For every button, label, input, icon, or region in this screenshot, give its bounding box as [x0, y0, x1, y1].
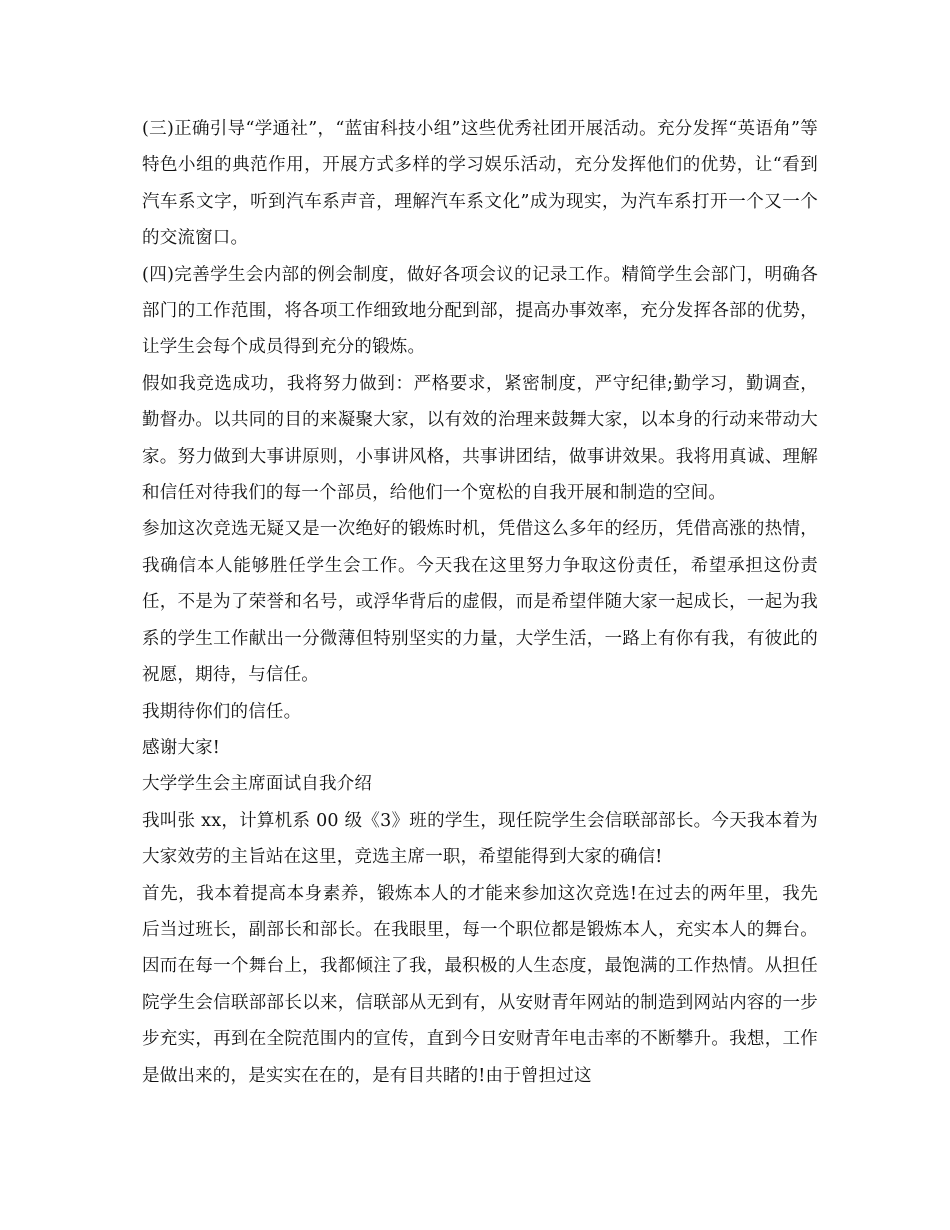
section-title: 大学学生会主席面试自我介绍 [142, 774, 373, 795]
paragraph-thanks: 感谢大家! [142, 737, 221, 758]
paragraph-if-elected: 假如我竞选成功，我将努力做到：严格要求，紧密制度，严守纪律;勤学习，勤调查，勤督办。以共同的目的来凝聚大家，以有效的治理来鼓舞大家，以本身的行动来带动大家。努力做到大事讲原则，小事讲风格，共事讲团结，做事讲效果。我将用真诚、理解和信任对待我们的每一个部员，给他们一个宽松的自我开展和制造的空间。 [142, 373, 818, 504]
paragraph-activities: (三)正确引导“学通社”，“蓝宙科技小组”这些优秀社团开展活动。充分发挥“英语角”等特色小组的典范作用，开展方式多样的学习娱乐活动，充分发挥他们的优势，让“看到汽车系文字，听到汽车系声音，理解汽车系文化”成为现实，为汽车系打开一个又一个的交流窗口。 [142, 119, 818, 249]
paragraph-experience: 首先，我本着提高本身素养，锻炼本人的才能来参加这次竞选!在过去的两年里，我先后当过班长，副部长和部长。在我眼里，每一个职位都是锻炼本人，充实本人的舞台。因而在每一个舞台上，我都倾注了我，最积极的人生态度，最饱满的工作热情。从担任院学生会信联部部长以来，信联部从无到有，从安财青年网站的制造到网站内容的一步步充实，再到在全院范围内的宣传，直到今日安财青年电击率的不断攀升。我想，工作是做出来的，是实实在在的，是有目共睹的!由于曾担过这 [142, 883, 818, 1086]
paragraph-meeting-system: (四)完善学生会内部的例会制度，做好各项会议的记录工作。精简学生会部门，明确各部门的工作范围，将各项工作细致地分配到部，提高办事效率，充分发挥各部的优势，让学生会每个成员得到充分的锻炼。 [142, 264, 818, 358]
paragraph-expect-trust: 我期待你们的信任。 [142, 701, 302, 722]
paragraph-introduction: 我叫张 xx，计算机系 00 级《3》班的学生，现任院学生会信联部部长。今天我本着为大家效劳的主旨站在这里，竞选主席一职，希望能得到大家的确信! [142, 810, 818, 868]
paragraph-opportunity: 参加这次竞选无疑又是一次绝好的锻炼时机，凭借这么多年的经历，凭借高涨的热情，我确信本人能够胜任学生会工作。今天我在这里努力争取这份责任，希望承担这份责任，不是为了荣誉和名号，或浮华背后的虚假，而是希望伴随大家一起成长，一起为我系的学生工作献出一分微薄但特别坚实的力量，大学生活，一路上有你有我，有彼此的祝愿，期待，与信任。 [142, 519, 818, 686]
document-page [142, 111, 818, 1094]
